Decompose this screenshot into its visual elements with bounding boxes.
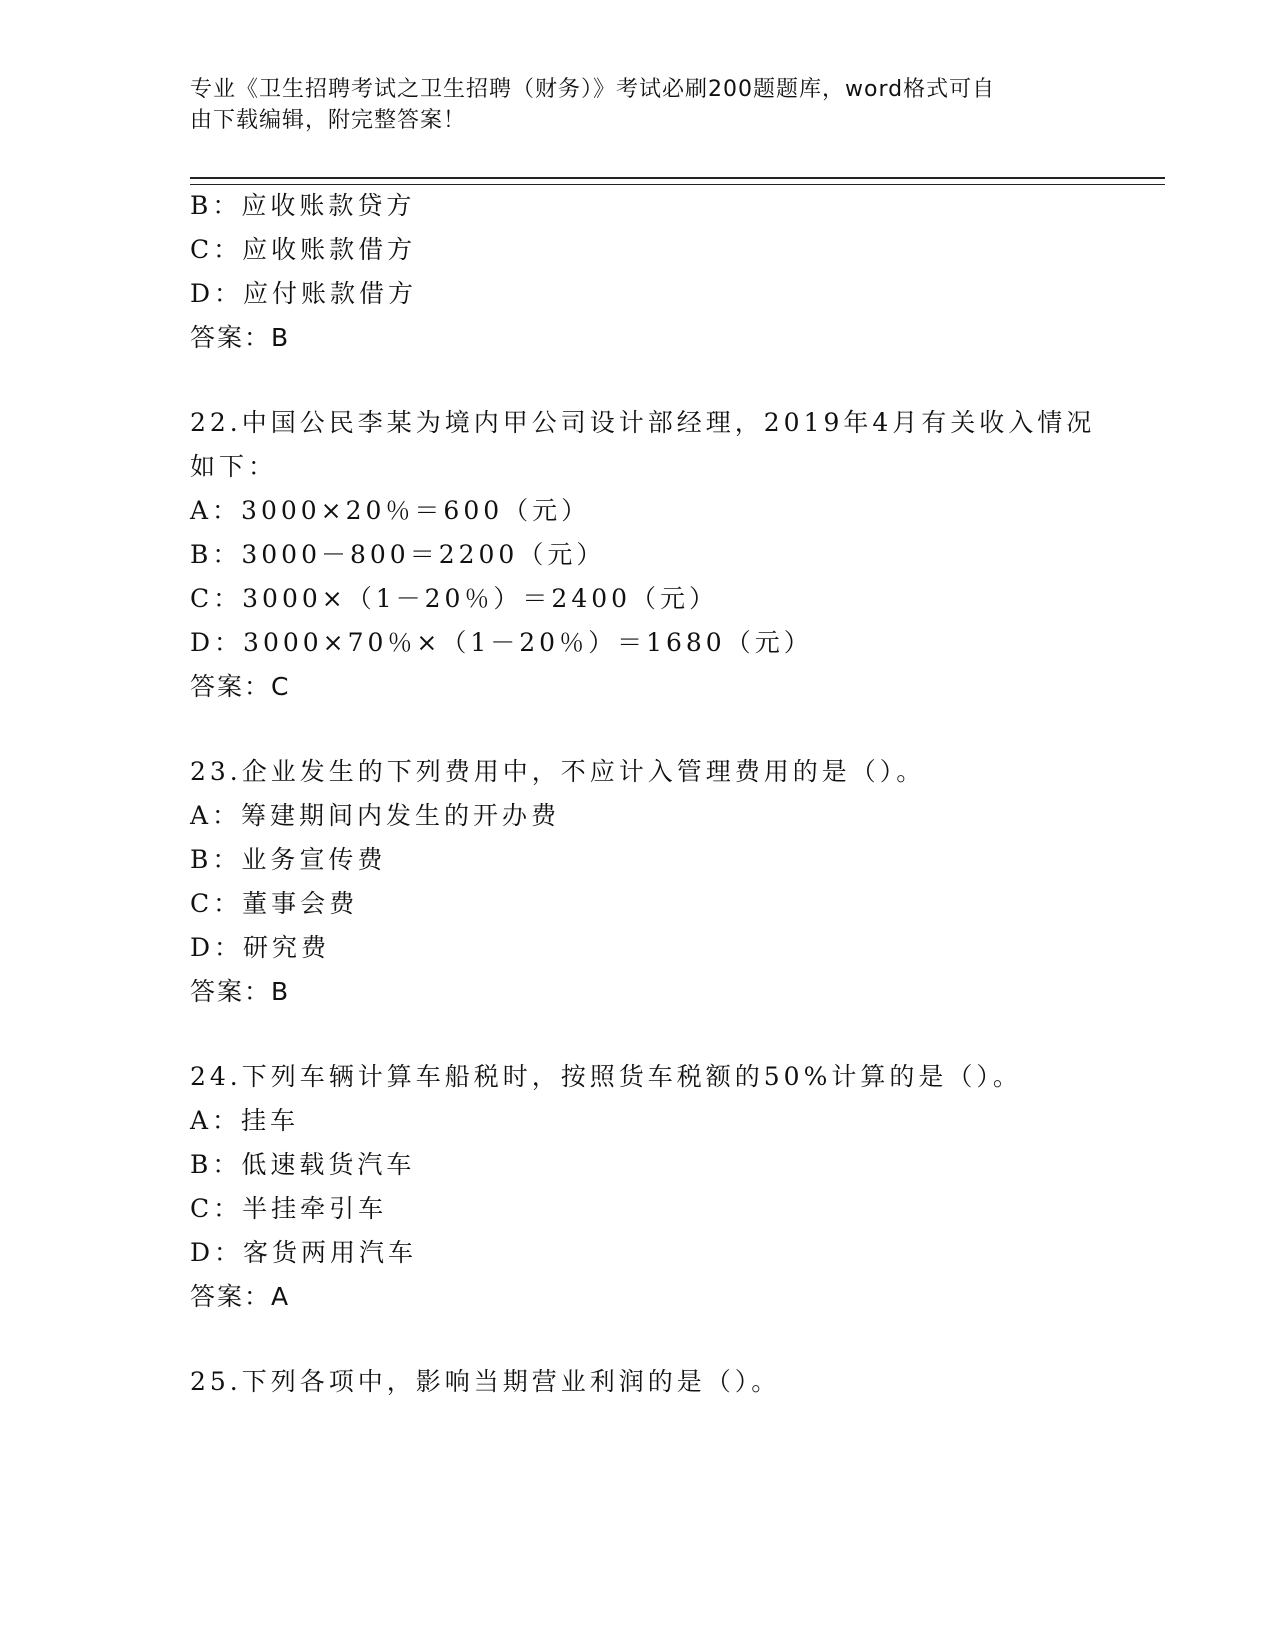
answer: 答案：B bbox=[190, 977, 291, 1006]
option-c: C：半挂牵引车 bbox=[190, 1194, 388, 1223]
header-line-2: 由下载编辑，附完整答案！ bbox=[190, 108, 467, 133]
header-rule bbox=[190, 177, 1165, 179]
option-c: C：董事会费 bbox=[190, 889, 359, 918]
question-stem: 24.下列车辆计算车船税时，按照货车税额的50%计算的是（）。 bbox=[190, 1062, 1022, 1091]
header-line-1: 专业《卫生招聘考试之卫生招聘（财务）》考试必刷200题题库，word格式可自 bbox=[190, 77, 996, 102]
answer: 答案：B bbox=[190, 323, 291, 352]
option-b: B：低速载货汽车 bbox=[190, 1150, 416, 1179]
header-note bbox=[190, 74, 1070, 136]
option-b: B：应收账款贷方 bbox=[190, 191, 416, 220]
option-c: C：3000×（1－20％）＝2400（元） bbox=[190, 584, 719, 613]
option-a: A：挂车 bbox=[190, 1106, 300, 1135]
option-a: A：筹建期间内发生的开办费 bbox=[190, 801, 561, 830]
option-d: D：应付账款借方 bbox=[190, 279, 418, 308]
question-stem: 25.下列各项中，影响当期营业利润的是（）。 bbox=[190, 1367, 781, 1396]
option-d: D：研究费 bbox=[190, 933, 331, 962]
question-stem: 23.企业发生的下列费用中，不应计入管理费用的是（）。 bbox=[190, 757, 926, 786]
header-rule-thin bbox=[190, 184, 1165, 185]
option-c: C：应收账款借方 bbox=[190, 235, 417, 264]
option-a: A：3000×20％＝600（元） bbox=[190, 496, 591, 525]
answer: 答案：C bbox=[190, 672, 291, 701]
option-b: B：业务宣传费 bbox=[190, 845, 387, 874]
question-stem-continued: 如下： bbox=[190, 452, 278, 481]
question-stem: 22.中国公民李某为境内甲公司设计部经理，2019年4月有关收入情况 bbox=[190, 408, 1096, 437]
option-d: D：客货两用汽车 bbox=[190, 1238, 418, 1267]
option-b: B：3000－800＝2200（元） bbox=[190, 540, 606, 569]
option-d: D：3000×70％×（1－20％）＝1680（元） bbox=[190, 628, 813, 657]
answer: 答案：A bbox=[190, 1282, 291, 1311]
